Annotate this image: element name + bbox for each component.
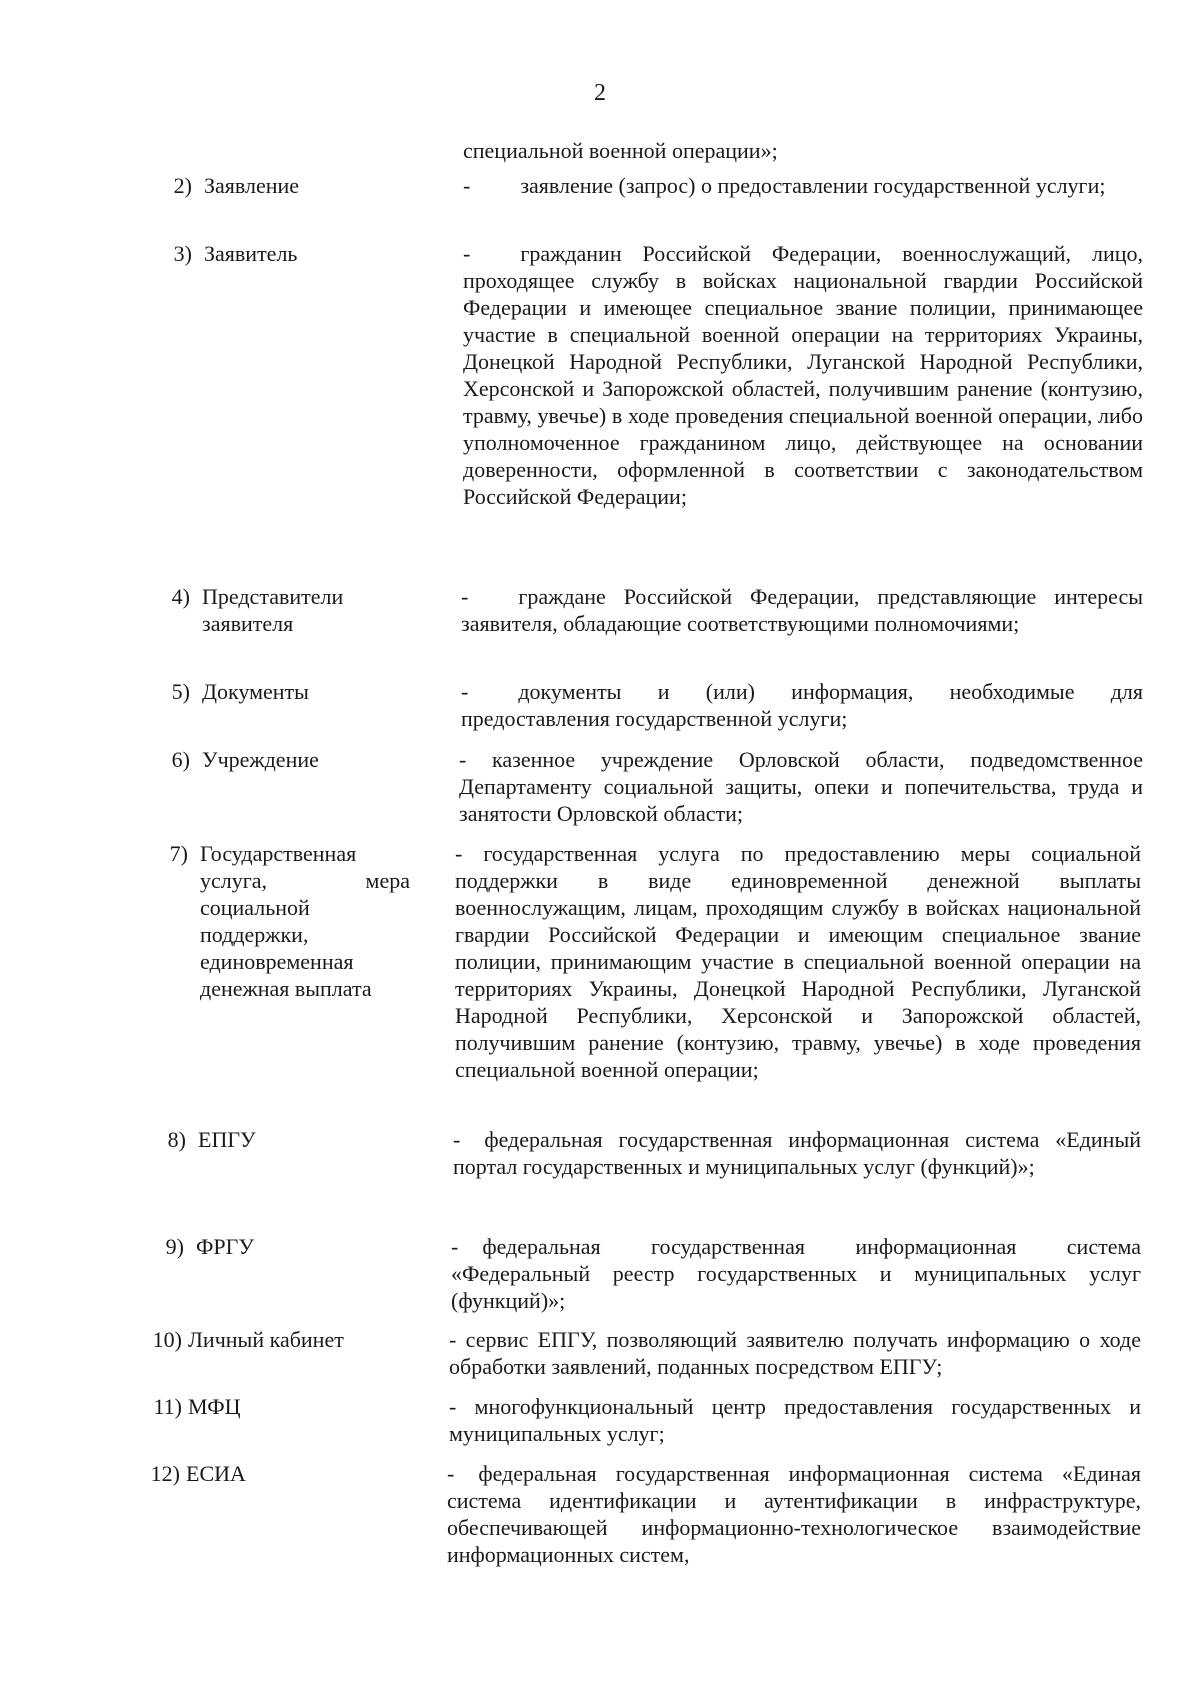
definition-number: 2) <box>173 173 192 198</box>
definition-description: федеральная государственная информационная система «Единый портал государственных и муниципальных услуг (функций)»; <box>453 1127 1141 1179</box>
definition-term <box>132 1393 393 1420</box>
definition-term <box>130 1460 391 1487</box>
definition-number: 4) <box>171 584 190 609</box>
definition-term <box>132 1326 393 1353</box>
page-number: 2 <box>594 80 606 106</box>
definition-term <box>146 840 410 1002</box>
definition-term <box>148 678 407 705</box>
definition-text: - сервис ЕПГУ, позволяющий заявителю получать информацию о ходе обработки заявлений, поданных посредством ЕПГУ; <box>449 1327 1141 1379</box>
definition-term-label: Заявитель <box>204 241 298 266</box>
definition-description: граждане Российской Федерации, представляющие интересы заявителя, обладающие соответствующими полномочиями; <box>461 584 1143 636</box>
definition-number: 8) <box>167 1127 186 1152</box>
definition-description: сервис ЕПГУ, позволяющий заявителю получать информацию о ходе обработки заявлений, поданных посредством ЕПГУ; <box>449 1327 1141 1379</box>
definition-term <box>144 1126 403 1153</box>
definition-description: федеральная государственная информационная система «Федеральный реестр государственных и муниципальных услуг (функций)»; <box>451 1234 1141 1313</box>
definition-text: - казенное учреждение Орловской области, подведомственное Департаменту социальной защиты, опеки и попечительства, труда и занятости Орловской области; <box>459 747 1144 826</box>
definition-description: многофункциональный центр предоставления государственных и муниципальных услуг; <box>449 1394 1142 1446</box>
continuation-text: специальной военной операции»; <box>463 138 778 163</box>
definition-term <box>150 240 409 267</box>
definition-term <box>148 746 407 773</box>
definition-term-label: МФЦ <box>188 1394 241 1419</box>
definition-term-label: Заявление <box>204 173 300 198</box>
definition-number: 6) <box>171 747 190 772</box>
definition-text: - заявление (запрос) о предоставлении государственной услуги; <box>463 173 1106 198</box>
definition-number: 12) <box>150 1461 180 1486</box>
definition-number: 11) <box>153 1394 182 1419</box>
definition-term-label: Личный кабинет <box>188 1327 344 1352</box>
definition-number: 7) <box>169 841 188 866</box>
definition-description: федеральная государственная информационная система «Единая система идентификации и аутентификации в инфраструктуре, обеспечивающей информационно-технологическое взаимодействие информационных систем, <box>447 1461 1141 1567</box>
definition-description: государственная услуга по предоставлению меры социальной поддержки в виде единовременной денежной выплаты военнослужащим, лицам, проходящим службу в войсках национальной гвардии Российской Федерации и имеющим специальное звание полиции, принимающим участие в специальной военной операции на территориях Украины, Донецкой Народной Республики, Луганской Народной Республики, Херсонской и Запорожской областей, получившим ранение (контузию, травму, увечье) в ходе проведения специальной военной операции; <box>455 841 1142 1082</box>
definition-text: - федеральная государственная информационная система «Единая система идентификации и аутентификации в инфраструктуре, обеспечивающей информационно-технологическое взаимодействие информационных систем, <box>447 1461 1141 1567</box>
definition-term <box>142 1233 401 1260</box>
definition-description: документы и (или) информация, необходимые для предоставления государственной услуги; <box>461 679 1143 731</box>
definition-description: казенное учреждение Орловской области, подведомственное Департаменту социальной защиты, опеки и попечительства, труда и занятости Орловской области; <box>459 747 1144 826</box>
definition-term-label: Учреждение <box>202 747 319 772</box>
definition-text: - государственная услуга по предоставлению меры социальной поддержки в виде единовременной денежной выплаты военнослужащим, лицам, проходящим службу в войсках национальной гвардии Российской Федерации и имеющим специальное звание полиции, принимающим участие в специальной военной операции на территориях Украины, Донецкой Народной Республики, Луганской Народной Республики, Херсонской и Запорожской областей, получившим ранение (контузию, травму, увечье) в ходе проведения специальной военной операции; <box>455 841 1142 1082</box>
definition-term <box>148 583 407 637</box>
definition-number: 3) <box>173 241 192 266</box>
definition-text: - многофункциональный центр предоставления государственных и муниципальных услуг; <box>449 1394 1142 1446</box>
definition-text: - гражданин Российской Федерации, военнослужащий, лицо, проходящее службу в войсках национальной гвардии Российской Федерации и имеющее специальное звание полиции, принимающее участие в специальной военной операции на территориях Украины, Донецкой Народной Республики, Луганской Народной Республики, Херсонской и Запорожской областей, получившим ранение (контузию, травму, увечье) в ходе проведения специальной военной операции, либо уполномоченное гражданином лицо, действующее на основании доверенности, оформленной в соответствии с законодательством Российской Федерации; <box>463 241 1143 509</box>
definition-term-label: ЕПГУ <box>198 1127 256 1152</box>
definition-number: 10) <box>152 1327 182 1352</box>
definition-term-label: Документы <box>202 679 309 704</box>
definition-number: 5) <box>171 679 190 704</box>
definition-text: - граждане Российской Федерации, представляющие интересы заявителя, обладающие соответствующими полномочиями; <box>461 584 1143 636</box>
definition-text: - федеральная государственная информационная система «Единый портал государственных и муниципальных услуг (функций)»; <box>453 1127 1141 1179</box>
definition-description: гражданин Российской Федерации, военнослужащий, лицо, проходящее службу в войсках национальной гвардии Российской Федерации и имеющее специальное звание полиции, принимающее участие в специальной военной операции на территориях Украины, Донецкой Народной Республики, Луганской Народной Республики, Херсонской и Запорожской областей, получившим ранение (контузию, травму, увечье) в ходе проведения специальной военной операции, либо уполномоченное гражданином лицо, действующее на основании доверенности, оформленной в соответствии с законодательством Российской Федерации; <box>463 241 1143 509</box>
definition-term-label: Государственная услуга, мера социальной поддержки, единовременная денежная выплата <box>200 841 410 1001</box>
definition-term-label: ФРГУ <box>196 1234 254 1259</box>
definition-term <box>150 172 409 199</box>
definition-term-label: Представители заявителя <box>202 584 344 636</box>
definition-text: - документы и (или) информация, необходимые для предоставления государственной услуги; <box>461 679 1143 731</box>
definition-text: - федеральная государственная информационная система «Федеральный реестр государственных и муниципальных услуг (функций)»; <box>451 1234 1141 1313</box>
definition-description: заявление (запрос) о предоставлении государственной услуги; <box>520 173 1106 198</box>
definition-term-label: ЕСИА <box>186 1461 246 1486</box>
definition-number: 9) <box>165 1234 184 1259</box>
